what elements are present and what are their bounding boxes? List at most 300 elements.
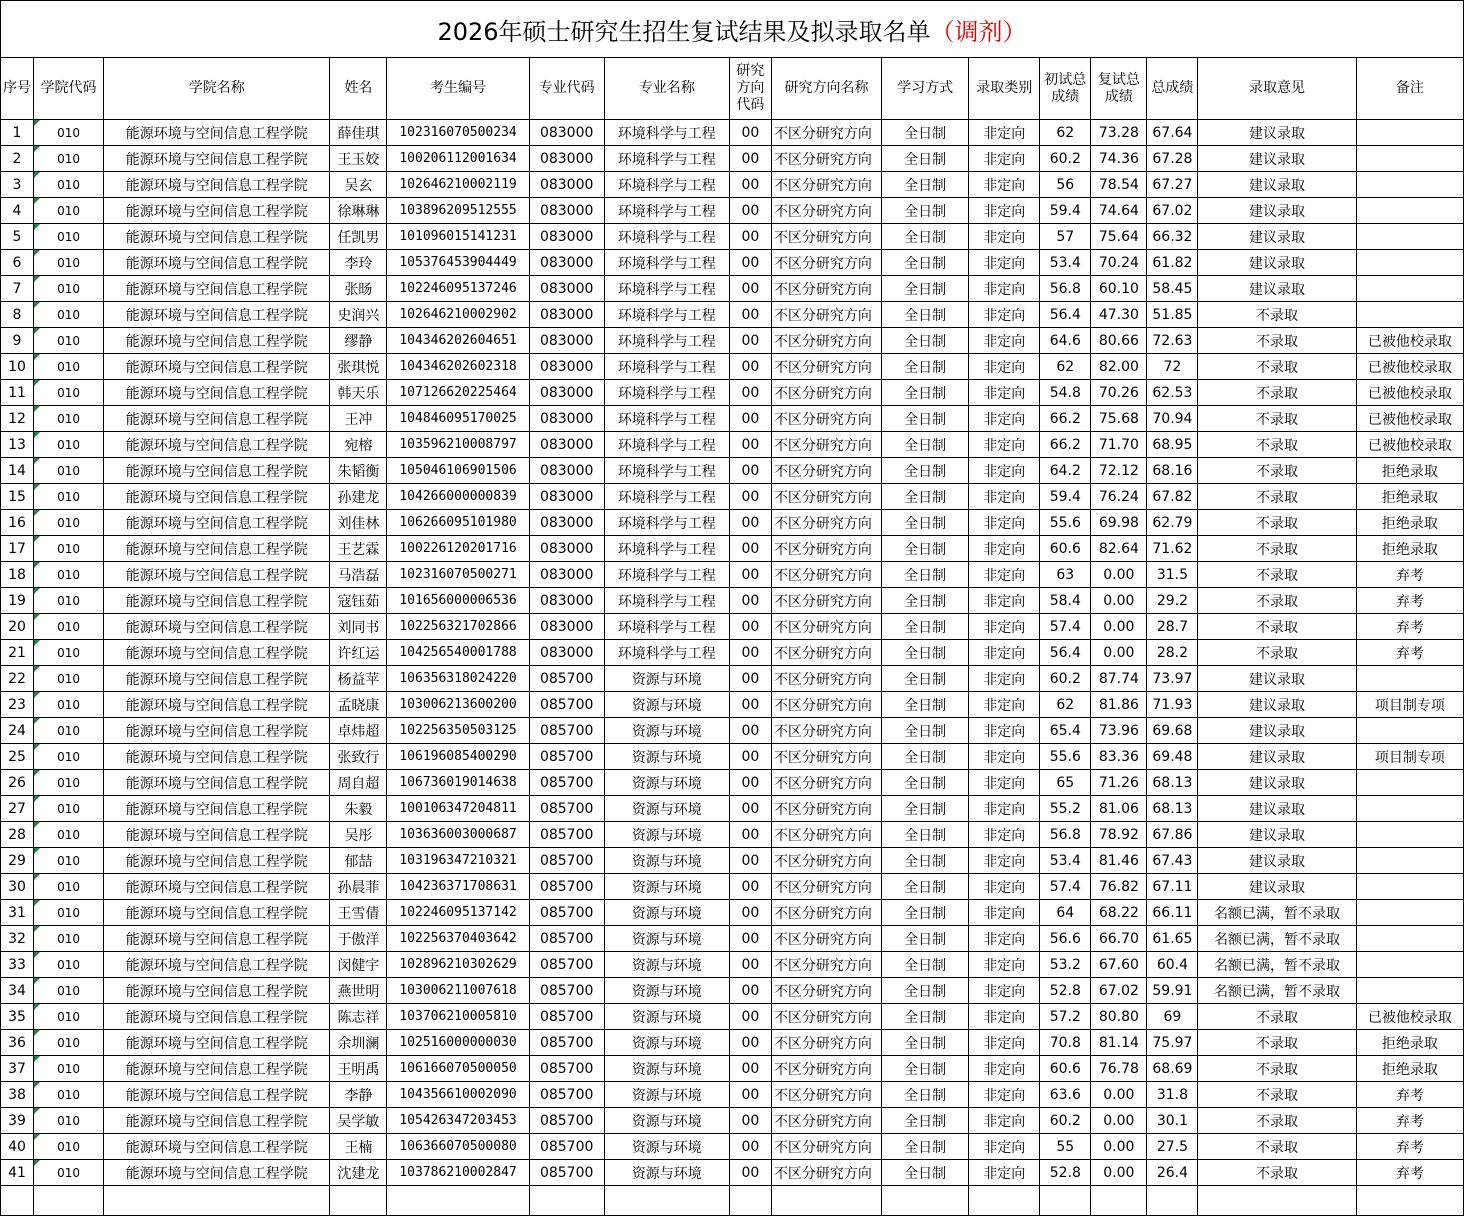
cell-study-mode[interactable]: 全日制 xyxy=(882,536,969,562)
cell-direction-code[interactable]: 00 xyxy=(729,666,771,692)
cell-retest-score[interactable]: 81.86 xyxy=(1091,692,1147,718)
cell-student-name[interactable]: 李静 xyxy=(330,1082,387,1108)
cell-major-code[interactable]: 083000 xyxy=(529,458,604,484)
cell-admission-decision[interactable]: 建议录取 xyxy=(1198,172,1356,198)
cell-major-name[interactable]: 资源与环境 xyxy=(604,796,729,822)
cell-total-score[interactable]: 30.1 xyxy=(1147,1108,1198,1134)
header-major-code[interactable]: 专业代码 xyxy=(529,58,604,120)
cell-major-code[interactable]: 085700 xyxy=(529,952,604,978)
empty-cell[interactable] xyxy=(1147,1186,1198,1216)
cell-total-score[interactable]: 29.2 xyxy=(1147,588,1198,614)
cell-major-code[interactable]: 085700 xyxy=(529,1004,604,1030)
cell-seq[interactable]: 6 xyxy=(1,250,34,276)
cell-college-code[interactable]: 010 xyxy=(34,432,104,458)
cell-college-name[interactable]: 能源环境与空间信息工程学院 xyxy=(104,874,330,900)
cell-direction-name[interactable]: 不区分研究方向 xyxy=(771,770,881,796)
cell-major-name[interactable]: 资源与环境 xyxy=(604,926,729,952)
cell-admission-decision[interactable]: 不录取 xyxy=(1198,1160,1356,1186)
cell-major-name[interactable]: 环境科学与工程 xyxy=(604,432,729,458)
cell-remark[interactable]: 已被他校录取 xyxy=(1356,328,1463,354)
cell-prelim-score[interactable]: 60.6 xyxy=(1040,536,1091,562)
cell-direction-code[interactable]: 00 xyxy=(729,380,771,406)
cell-retest-score[interactable]: 60.10 xyxy=(1091,276,1147,302)
cell-seq[interactable]: 32 xyxy=(1,926,34,952)
cell-student-name[interactable]: 孙晨菲 xyxy=(330,874,387,900)
cell-seq[interactable]: 33 xyxy=(1,952,34,978)
cell-remark[interactable] xyxy=(1356,172,1463,198)
cell-study-mode[interactable]: 全日制 xyxy=(882,432,969,458)
cell-major-name[interactable]: 环境科学与工程 xyxy=(604,120,729,146)
cell-total-score[interactable]: 72.63 xyxy=(1147,328,1198,354)
cell-remark[interactable]: 弃考 xyxy=(1356,1108,1463,1134)
cell-admission-decision[interactable]: 不录取 xyxy=(1198,354,1356,380)
cell-admission-type[interactable]: 非定向 xyxy=(969,250,1040,276)
cell-college-code[interactable]: 010 xyxy=(34,302,104,328)
cell-total-score[interactable]: 61.65 xyxy=(1147,926,1198,952)
cell-prelim-score[interactable]: 66.2 xyxy=(1040,406,1091,432)
cell-retest-score[interactable]: 66.70 xyxy=(1091,926,1147,952)
cell-direction-code[interactable]: 00 xyxy=(729,796,771,822)
cell-exam-id[interactable]: 104356610002090 xyxy=(387,1082,529,1108)
cell-admission-type[interactable]: 非定向 xyxy=(969,718,1040,744)
cell-college-code[interactable]: 010 xyxy=(34,1134,104,1160)
cell-admission-decision[interactable]: 不录取 xyxy=(1198,562,1356,588)
empty-cell[interactable] xyxy=(330,1186,387,1216)
cell-college-code[interactable]: 010 xyxy=(34,874,104,900)
cell-direction-name[interactable]: 不区分研究方向 xyxy=(771,354,881,380)
cell-college-code[interactable]: 010 xyxy=(34,1030,104,1056)
cell-student-name[interactable]: 刘佳林 xyxy=(330,510,387,536)
cell-major-code[interactable]: 083000 xyxy=(529,484,604,510)
cell-study-mode[interactable]: 全日制 xyxy=(882,1134,969,1160)
cell-admission-decision[interactable]: 建议录取 xyxy=(1198,848,1356,874)
cell-major-name[interactable]: 环境科学与工程 xyxy=(604,484,729,510)
cell-direction-name[interactable]: 不区分研究方向 xyxy=(771,224,881,250)
cell-major-code[interactable]: 083000 xyxy=(529,328,604,354)
cell-admission-decision[interactable]: 不录取 xyxy=(1198,1134,1356,1160)
cell-total-score[interactable]: 26.4 xyxy=(1147,1160,1198,1186)
cell-seq[interactable]: 3 xyxy=(1,172,34,198)
cell-admission-decision[interactable]: 不录取 xyxy=(1198,614,1356,640)
cell-student-name[interactable]: 薛佳琪 xyxy=(330,120,387,146)
cell-remark[interactable] xyxy=(1356,250,1463,276)
cell-admission-type[interactable]: 非定向 xyxy=(969,640,1040,666)
cell-admission-decision[interactable]: 建议录取 xyxy=(1198,276,1356,302)
cell-college-name[interactable]: 能源环境与空间信息工程学院 xyxy=(104,1030,330,1056)
cell-exam-id[interactable]: 101096015141231 xyxy=(387,224,529,250)
cell-college-code[interactable]: 010 xyxy=(34,692,104,718)
cell-admission-type[interactable]: 非定向 xyxy=(969,926,1040,952)
cell-direction-name[interactable]: 不区分研究方向 xyxy=(771,822,881,848)
cell-total-score[interactable]: 31.8 xyxy=(1147,1082,1198,1108)
cell-student-name[interactable]: 余圳澜 xyxy=(330,1030,387,1056)
cell-retest-score[interactable]: 0.00 xyxy=(1091,1108,1147,1134)
cell-retest-score[interactable]: 78.92 xyxy=(1091,822,1147,848)
cell-study-mode[interactable]: 全日制 xyxy=(882,562,969,588)
cell-major-name[interactable]: 资源与环境 xyxy=(604,900,729,926)
cell-college-code[interactable]: 010 xyxy=(34,380,104,406)
cell-remark[interactable]: 已被他校录取 xyxy=(1356,406,1463,432)
cell-direction-name[interactable]: 不区分研究方向 xyxy=(771,614,881,640)
cell-major-code[interactable]: 085700 xyxy=(529,744,604,770)
cell-admission-type[interactable]: 非定向 xyxy=(969,978,1040,1004)
cell-admission-decision[interactable]: 名额已满，暂不录取 xyxy=(1198,952,1356,978)
cell-study-mode[interactable]: 全日制 xyxy=(882,1030,969,1056)
cell-admission-decision[interactable]: 不录取 xyxy=(1198,588,1356,614)
cell-student-name[interactable]: 缪静 xyxy=(330,328,387,354)
cell-seq[interactable]: 29 xyxy=(1,848,34,874)
cell-exam-id[interactable]: 106736019014638 xyxy=(387,770,529,796)
cell-prelim-score[interactable]: 64 xyxy=(1040,900,1091,926)
cell-remark[interactable] xyxy=(1356,952,1463,978)
cell-study-mode[interactable]: 全日制 xyxy=(882,926,969,952)
cell-direction-code[interactable]: 00 xyxy=(729,198,771,224)
cell-study-mode[interactable]: 全日制 xyxy=(882,952,969,978)
cell-remark[interactable]: 项目制专项 xyxy=(1356,744,1463,770)
cell-major-code[interactable]: 085700 xyxy=(529,978,604,1004)
header-admission-type[interactable]: 录取类别 xyxy=(969,58,1040,120)
cell-college-name[interactable]: 能源环境与空间信息工程学院 xyxy=(104,406,330,432)
cell-remark[interactable]: 弃考 xyxy=(1356,562,1463,588)
cell-major-name[interactable]: 资源与环境 xyxy=(604,1108,729,1134)
cell-college-name[interactable]: 能源环境与空间信息工程学院 xyxy=(104,380,330,406)
cell-direction-name[interactable]: 不区分研究方向 xyxy=(771,432,881,458)
cell-total-score[interactable]: 66.32 xyxy=(1147,224,1198,250)
cell-seq[interactable]: 13 xyxy=(1,432,34,458)
cell-direction-code[interactable]: 00 xyxy=(729,900,771,926)
cell-direction-code[interactable]: 00 xyxy=(729,250,771,276)
cell-retest-score[interactable]: 71.26 xyxy=(1091,770,1147,796)
cell-study-mode[interactable]: 全日制 xyxy=(882,770,969,796)
cell-college-name[interactable]: 能源环境与空间信息工程学院 xyxy=(104,484,330,510)
cell-retest-score[interactable]: 76.24 xyxy=(1091,484,1147,510)
cell-student-name[interactable]: 李玲 xyxy=(330,250,387,276)
cell-retest-score[interactable]: 73.96 xyxy=(1091,718,1147,744)
cell-admission-type[interactable]: 非定向 xyxy=(969,1108,1040,1134)
cell-direction-name[interactable]: 不区分研究方向 xyxy=(771,1160,881,1186)
cell-remark[interactable] xyxy=(1356,874,1463,900)
cell-college-code[interactable]: 010 xyxy=(34,1108,104,1134)
cell-study-mode[interactable]: 全日制 xyxy=(882,1108,969,1134)
empty-cell[interactable] xyxy=(1356,1186,1463,1216)
cell-major-code[interactable]: 085700 xyxy=(529,926,604,952)
cell-study-mode[interactable]: 全日制 xyxy=(882,822,969,848)
cell-direction-name[interactable]: 不区分研究方向 xyxy=(771,952,881,978)
cell-major-code[interactable]: 085700 xyxy=(529,770,604,796)
cell-college-name[interactable]: 能源环境与空间信息工程学院 xyxy=(104,900,330,926)
cell-college-code[interactable]: 010 xyxy=(34,172,104,198)
cell-exam-id[interactable]: 102316070500271 xyxy=(387,562,529,588)
header-exam-id[interactable]: 考生编号 xyxy=(387,58,529,120)
cell-study-mode[interactable]: 全日制 xyxy=(882,796,969,822)
cell-direction-code[interactable]: 00 xyxy=(729,484,771,510)
cell-admission-type[interactable]: 非定向 xyxy=(969,198,1040,224)
cell-prelim-score[interactable]: 55 xyxy=(1040,1134,1091,1160)
cell-student-name[interactable]: 许红运 xyxy=(330,640,387,666)
cell-direction-code[interactable]: 00 xyxy=(729,874,771,900)
cell-remark[interactable]: 已被他校录取 xyxy=(1356,1004,1463,1030)
cell-admission-decision[interactable]: 建议录取 xyxy=(1198,250,1356,276)
cell-exam-id[interactable]: 100206112001634 xyxy=(387,146,529,172)
cell-remark[interactable] xyxy=(1356,900,1463,926)
cell-admission-decision[interactable]: 建议录取 xyxy=(1198,120,1356,146)
cell-total-score[interactable]: 62.53 xyxy=(1147,380,1198,406)
cell-direction-code[interactable]: 00 xyxy=(729,354,771,380)
cell-college-name[interactable]: 能源环境与空间信息工程学院 xyxy=(104,354,330,380)
cell-admission-decision[interactable]: 建议录取 xyxy=(1198,666,1356,692)
cell-major-code[interactable]: 085700 xyxy=(529,822,604,848)
cell-exam-id[interactable]: 100106347204811 xyxy=(387,796,529,822)
cell-college-name[interactable]: 能源环境与空间信息工程学院 xyxy=(104,822,330,848)
cell-seq[interactable]: 2 xyxy=(1,146,34,172)
cell-admission-type[interactable]: 非定向 xyxy=(969,588,1040,614)
cell-student-name[interactable]: 史润兴 xyxy=(330,302,387,328)
cell-admission-decision[interactable]: 建议录取 xyxy=(1198,744,1356,770)
cell-major-name[interactable]: 资源与环境 xyxy=(604,1030,729,1056)
cell-admission-type[interactable]: 非定向 xyxy=(969,146,1040,172)
cell-exam-id[interactable]: 103896209512555 xyxy=(387,198,529,224)
cell-direction-name[interactable]: 不区分研究方向 xyxy=(771,484,881,510)
cell-major-name[interactable]: 资源与环境 xyxy=(604,1134,729,1160)
cell-remark[interactable]: 拒绝录取 xyxy=(1356,484,1463,510)
cell-exam-id[interactable]: 106356318024220 xyxy=(387,666,529,692)
cell-remark[interactable] xyxy=(1356,796,1463,822)
header-college-code[interactable]: 学院代码 xyxy=(34,58,104,120)
cell-total-score[interactable]: 51.85 xyxy=(1147,302,1198,328)
cell-retest-score[interactable]: 81.06 xyxy=(1091,796,1147,822)
cell-college-name[interactable]: 能源环境与空间信息工程学院 xyxy=(104,1082,330,1108)
cell-major-code[interactable]: 085700 xyxy=(529,900,604,926)
cell-exam-id[interactable]: 102646210002902 xyxy=(387,302,529,328)
cell-direction-code[interactable]: 00 xyxy=(729,692,771,718)
cell-study-mode[interactable]: 全日制 xyxy=(882,692,969,718)
cell-college-code[interactable]: 010 xyxy=(34,744,104,770)
cell-study-mode[interactable]: 全日制 xyxy=(882,172,969,198)
cell-remark[interactable]: 拒绝录取 xyxy=(1356,1030,1463,1056)
cell-admission-decision[interactable]: 不录取 xyxy=(1198,302,1356,328)
cell-admission-type[interactable]: 非定向 xyxy=(969,1030,1040,1056)
cell-college-name[interactable]: 能源环境与空间信息工程学院 xyxy=(104,666,330,692)
cell-admission-type[interactable]: 非定向 xyxy=(969,874,1040,900)
cell-college-code[interactable]: 010 xyxy=(34,770,104,796)
cell-student-name[interactable]: 于傲洋 xyxy=(330,926,387,952)
cell-prelim-score[interactable]: 57.2 xyxy=(1040,1004,1091,1030)
cell-student-name[interactable]: 周自超 xyxy=(330,770,387,796)
cell-direction-code[interactable]: 00 xyxy=(729,1056,771,1082)
cell-prelim-score[interactable]: 53.4 xyxy=(1040,250,1091,276)
cell-exam-id[interactable]: 103636003000687 xyxy=(387,822,529,848)
cell-prelim-score[interactable]: 58.4 xyxy=(1040,588,1091,614)
cell-prelim-score[interactable]: 60.6 xyxy=(1040,1056,1091,1082)
cell-major-name[interactable]: 环境科学与工程 xyxy=(604,250,729,276)
cell-admission-type[interactable]: 非定向 xyxy=(969,458,1040,484)
cell-total-score[interactable]: 31.5 xyxy=(1147,562,1198,588)
cell-retest-score[interactable]: 68.22 xyxy=(1091,900,1147,926)
cell-direction-code[interactable]: 00 xyxy=(729,458,771,484)
cell-seq[interactable]: 40 xyxy=(1,1134,34,1160)
cell-college-code[interactable]: 010 xyxy=(34,848,104,874)
cell-study-mode[interactable]: 全日制 xyxy=(882,146,969,172)
cell-admission-type[interactable]: 非定向 xyxy=(969,900,1040,926)
cell-retest-score[interactable]: 75.68 xyxy=(1091,406,1147,432)
header-direction-name[interactable]: 研究方向名称 xyxy=(771,58,881,120)
cell-prelim-score[interactable]: 66.2 xyxy=(1040,432,1091,458)
cell-student-name[interactable]: 王雪倩 xyxy=(330,900,387,926)
cell-exam-id[interactable]: 102516000000030 xyxy=(387,1030,529,1056)
cell-total-score[interactable]: 27.5 xyxy=(1147,1134,1198,1160)
cell-remark[interactable] xyxy=(1356,926,1463,952)
cell-direction-code[interactable]: 00 xyxy=(729,588,771,614)
cell-direction-name[interactable]: 不区分研究方向 xyxy=(771,666,881,692)
cell-seq[interactable]: 27 xyxy=(1,796,34,822)
cell-prelim-score[interactable]: 60.2 xyxy=(1040,146,1091,172)
cell-prelim-score[interactable]: 56.8 xyxy=(1040,276,1091,302)
cell-direction-name[interactable]: 不区分研究方向 xyxy=(771,848,881,874)
cell-prelim-score[interactable]: 55.6 xyxy=(1040,744,1091,770)
cell-major-name[interactable]: 环境科学与工程 xyxy=(604,562,729,588)
cell-major-name[interactable]: 环境科学与工程 xyxy=(604,640,729,666)
cell-retest-score[interactable]: 82.00 xyxy=(1091,354,1147,380)
cell-major-code[interactable]: 085700 xyxy=(529,848,604,874)
cell-admission-decision[interactable]: 不录取 xyxy=(1198,484,1356,510)
cell-seq[interactable]: 36 xyxy=(1,1030,34,1056)
cell-major-code[interactable]: 085700 xyxy=(529,1082,604,1108)
cell-exam-id[interactable]: 105426347203453 xyxy=(387,1108,529,1134)
cell-study-mode[interactable]: 全日制 xyxy=(882,848,969,874)
empty-cell[interactable] xyxy=(604,1186,729,1216)
cell-major-name[interactable]: 环境科学与工程 xyxy=(604,328,729,354)
cell-major-code[interactable]: 083000 xyxy=(529,250,604,276)
cell-admission-decision[interactable]: 建议录取 xyxy=(1198,718,1356,744)
cell-major-code[interactable]: 083000 xyxy=(529,120,604,146)
cell-admission-decision[interactable]: 不录取 xyxy=(1198,432,1356,458)
cell-college-name[interactable]: 能源环境与空间信息工程学院 xyxy=(104,744,330,770)
cell-admission-decision[interactable]: 不录取 xyxy=(1198,1030,1356,1056)
cell-student-name[interactable]: 刘同书 xyxy=(330,614,387,640)
cell-major-name[interactable]: 环境科学与工程 xyxy=(604,458,729,484)
cell-college-name[interactable]: 能源环境与空间信息工程学院 xyxy=(104,276,330,302)
cell-retest-score[interactable]: 0.00 xyxy=(1091,1082,1147,1108)
cell-prelim-score[interactable]: 52.8 xyxy=(1040,978,1091,1004)
cell-total-score[interactable]: 71.62 xyxy=(1147,536,1198,562)
cell-retest-score[interactable]: 81.46 xyxy=(1091,848,1147,874)
empty-cell[interactable] xyxy=(1040,1186,1091,1216)
cell-seq[interactable]: 9 xyxy=(1,328,34,354)
cell-retest-score[interactable]: 0.00 xyxy=(1091,588,1147,614)
cell-study-mode[interactable]: 全日制 xyxy=(882,744,969,770)
cell-college-code[interactable]: 010 xyxy=(34,224,104,250)
cell-student-name[interactable]: 宛榕 xyxy=(330,432,387,458)
cell-study-mode[interactable]: 全日制 xyxy=(882,588,969,614)
empty-cell[interactable] xyxy=(387,1186,529,1216)
cell-study-mode[interactable]: 全日制 xyxy=(882,276,969,302)
cell-admission-type[interactable]: 非定向 xyxy=(969,822,1040,848)
cell-prelim-score[interactable]: 62 xyxy=(1040,692,1091,718)
cell-student-name[interactable]: 任凯男 xyxy=(330,224,387,250)
cell-prelim-score[interactable]: 65.4 xyxy=(1040,718,1091,744)
cell-college-code[interactable]: 010 xyxy=(34,952,104,978)
cell-admission-type[interactable]: 非定向 xyxy=(969,510,1040,536)
cell-remark[interactable]: 弃考 xyxy=(1356,1134,1463,1160)
cell-college-code[interactable]: 010 xyxy=(34,900,104,926)
cell-admission-type[interactable]: 非定向 xyxy=(969,1056,1040,1082)
cell-remark[interactable] xyxy=(1356,146,1463,172)
cell-total-score[interactable]: 67.28 xyxy=(1147,146,1198,172)
cell-major-code[interactable]: 083000 xyxy=(529,536,604,562)
header-prelim-score[interactable]: 初试总成绩 xyxy=(1040,58,1091,120)
cell-admission-type[interactable]: 非定向 xyxy=(969,848,1040,874)
cell-prelim-score[interactable]: 56.8 xyxy=(1040,822,1091,848)
cell-student-name[interactable]: 寇钰茹 xyxy=(330,588,387,614)
cell-remark[interactable]: 已被他校录取 xyxy=(1356,432,1463,458)
cell-total-score[interactable]: 75.97 xyxy=(1147,1030,1198,1056)
cell-admission-type[interactable]: 非定向 xyxy=(969,1082,1040,1108)
cell-college-code[interactable]: 010 xyxy=(34,562,104,588)
cell-college-name[interactable]: 能源环境与空间信息工程学院 xyxy=(104,224,330,250)
cell-study-mode[interactable]: 全日制 xyxy=(882,458,969,484)
cell-retest-score[interactable]: 47.30 xyxy=(1091,302,1147,328)
cell-admission-type[interactable]: 非定向 xyxy=(969,796,1040,822)
cell-major-code[interactable]: 083000 xyxy=(529,614,604,640)
cell-college-code[interactable]: 010 xyxy=(34,120,104,146)
cell-total-score[interactable]: 67.86 xyxy=(1147,822,1198,848)
cell-direction-name[interactable]: 不区分研究方向 xyxy=(771,328,881,354)
cell-retest-score[interactable]: 0.00 xyxy=(1091,1134,1147,1160)
cell-retest-score[interactable]: 0.00 xyxy=(1091,562,1147,588)
cell-admission-decision[interactable]: 建议录取 xyxy=(1198,874,1356,900)
cell-seq[interactable]: 34 xyxy=(1,978,34,1004)
cell-college-code[interactable]: 010 xyxy=(34,640,104,666)
cell-admission-decision[interactable]: 不录取 xyxy=(1198,380,1356,406)
cell-exam-id[interactable]: 103006211007618 xyxy=(387,978,529,1004)
cell-college-code[interactable]: 010 xyxy=(34,250,104,276)
cell-college-code[interactable]: 010 xyxy=(34,198,104,224)
cell-admission-type[interactable]: 非定向 xyxy=(969,380,1040,406)
cell-exam-id[interactable]: 104256540001788 xyxy=(387,640,529,666)
cell-retest-score[interactable]: 76.82 xyxy=(1091,874,1147,900)
cell-seq[interactable]: 7 xyxy=(1,276,34,302)
cell-total-score[interactable]: 66.11 xyxy=(1147,900,1198,926)
cell-direction-name[interactable]: 不区分研究方向 xyxy=(771,276,881,302)
cell-student-name[interactable]: 张致行 xyxy=(330,744,387,770)
cell-prelim-score[interactable]: 65 xyxy=(1040,770,1091,796)
cell-college-code[interactable]: 010 xyxy=(34,484,104,510)
cell-exam-id[interactable]: 103196347210321 xyxy=(387,848,529,874)
cell-study-mode[interactable]: 全日制 xyxy=(882,900,969,926)
cell-study-mode[interactable]: 全日制 xyxy=(882,250,969,276)
header-seq[interactable]: 序号 xyxy=(1,58,34,120)
cell-college-code[interactable]: 010 xyxy=(34,978,104,1004)
cell-admission-type[interactable]: 非定向 xyxy=(969,354,1040,380)
cell-seq[interactable]: 24 xyxy=(1,718,34,744)
cell-college-name[interactable]: 能源环境与空间信息工程学院 xyxy=(104,432,330,458)
cell-exam-id[interactable]: 102246095137246 xyxy=(387,276,529,302)
cell-student-name[interactable]: 朱毅 xyxy=(330,796,387,822)
cell-college-code[interactable]: 010 xyxy=(34,1056,104,1082)
cell-direction-code[interactable]: 00 xyxy=(729,1134,771,1160)
cell-exam-id[interactable]: 102256321702866 xyxy=(387,614,529,640)
cell-major-name[interactable]: 环境科学与工程 xyxy=(604,276,729,302)
cell-retest-score[interactable]: 80.80 xyxy=(1091,1004,1147,1030)
cell-direction-name[interactable]: 不区分研究方向 xyxy=(771,1134,881,1160)
cell-admission-decision[interactable]: 不录取 xyxy=(1198,458,1356,484)
cell-college-code[interactable]: 010 xyxy=(34,588,104,614)
cell-seq[interactable]: 35 xyxy=(1,1004,34,1030)
cell-major-name[interactable]: 资源与环境 xyxy=(604,666,729,692)
cell-exam-id[interactable]: 105046106901506 xyxy=(387,458,529,484)
cell-college-name[interactable]: 能源环境与空间信息工程学院 xyxy=(104,1134,330,1160)
cell-direction-code[interactable]: 00 xyxy=(729,848,771,874)
